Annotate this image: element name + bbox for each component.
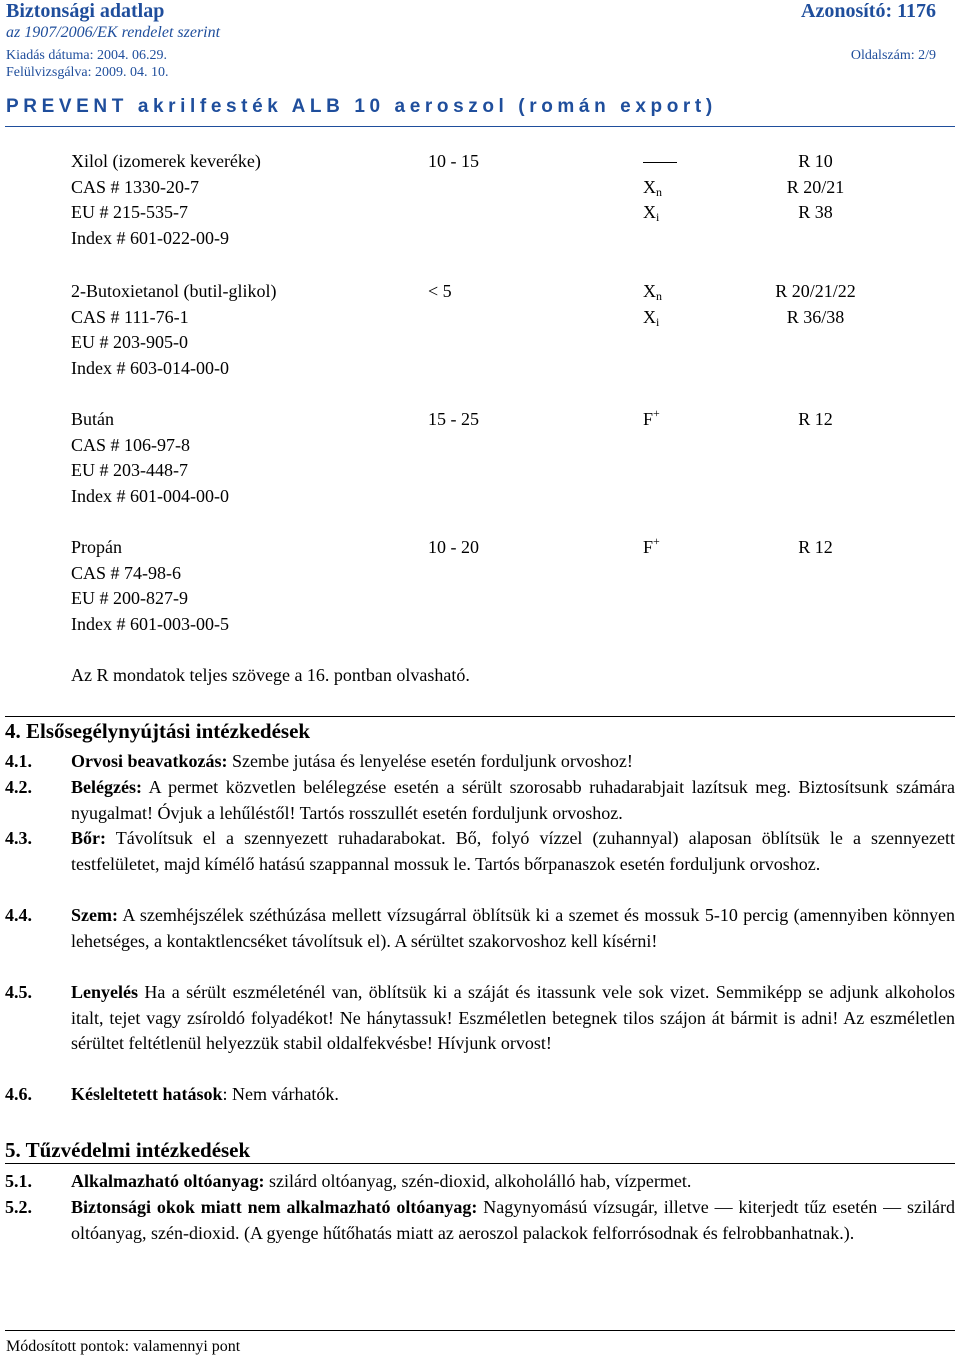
- document-title: Biztonsági adatlap: [6, 0, 165, 22]
- risk-phrase: R 12: [798, 537, 833, 557]
- hazard-symbol: [643, 279, 662, 305]
- section-4-heading: 4. Elsősegélynyújtási intézkedések: [5, 719, 311, 743]
- item-number: 5.2.: [5, 1197, 32, 1217]
- symbol-subscript: i: [656, 210, 660, 225]
- dash-mark: [643, 162, 677, 163]
- risk-phrase: R 20/21: [786, 176, 845, 197]
- risk-phrase: R 38: [798, 202, 833, 223]
- issue-date: Kiadás dátuma: 2004. 06.29.: [6, 48, 167, 63]
- component-eu: EU # 200-827-9: [71, 588, 188, 609]
- hazard-symbol: [643, 149, 677, 175]
- component-cas: CAS # 74-98-6: [71, 562, 182, 583]
- hazard-symbol: [643, 407, 660, 433]
- symbol-letter: F: [643, 409, 654, 429]
- item-text: [71, 775, 955, 826]
- item-body: Távolítsuk el a szennyezett ruhadarabokat. Bő, folyó vízzel (zuhannyal) alaposan öblítsük le a szennyezett testfelületet, majd kímélő hatású szappannal mossuk le. Tartós bőrpanaszok esetén forduljunk orvoshoz.: [71, 828, 955, 874]
- section-item: [5, 1169, 955, 1195]
- header-divider: [5, 126, 955, 127]
- page-number: Oldalszám: 2/9: [850, 48, 936, 63]
- component-name: 2-Butoxietanol (butil-glikol): [71, 281, 277, 301]
- component-name: Bután: [71, 409, 114, 429]
- component-concentration: 10 - 20: [428, 537, 479, 557]
- risk-phrase: R 10: [798, 151, 833, 171]
- symbol-subscript: n: [656, 289, 662, 303]
- component-cas: CAS # 1330-20-7: [71, 176, 200, 197]
- section-item: [5, 1082, 955, 1108]
- component-cas: CAS # 111-76-1: [71, 306, 189, 327]
- regulation-line: az 1907/2006/EK rendelet szerint: [6, 24, 221, 41]
- section-item: [5, 1195, 955, 1246]
- hazard-symbol: [643, 305, 659, 331]
- item-text: [71, 749, 955, 775]
- item-label: Késleltetett hatások: [71, 1084, 223, 1104]
- symbol-subscript: n: [656, 184, 662, 199]
- section-5-divider: [5, 1163, 955, 1164]
- item-text: [71, 1169, 955, 1195]
- symbol-letter: X: [643, 281, 656, 301]
- item-label: Orvosi beavatkozás:: [71, 751, 228, 771]
- symbol-letter: X: [643, 176, 656, 197]
- component-eu: EU # 203-905-0: [71, 332, 188, 353]
- item-number: 4.4.: [5, 905, 32, 925]
- item-text: [71, 1195, 955, 1246]
- component-concentration: 15 - 25: [428, 409, 479, 429]
- item-label: Szem:: [71, 905, 118, 925]
- component-concentration: < 5: [428, 281, 452, 301]
- item-label: Bőr:: [71, 828, 106, 848]
- item-number: 4.5.: [5, 982, 32, 1002]
- component-eu: EU # 215-535-7: [71, 202, 188, 223]
- footer-divider: [5, 1330, 955, 1331]
- hazard-symbol: [643, 200, 659, 226]
- section-5-heading: 5. Tűzvédelmi intézkedések: [5, 1138, 251, 1162]
- item-number: 4.3.: [5, 828, 32, 848]
- document-id: Azonosító: 1176: [801, 0, 936, 22]
- revision-date: Felülvizsgálva: 2009. 04. 10.: [6, 65, 169, 80]
- component-name: Propán: [71, 537, 122, 557]
- item-label: Biztonsági okok miatt nem alkalmazható oltóanyag:: [71, 1197, 478, 1217]
- hazard-symbol: [643, 535, 660, 561]
- section-4-divider: [5, 716, 955, 717]
- item-number: 5.1.: [5, 1171, 32, 1191]
- item-label: Belégzés:: [71, 777, 142, 797]
- item-text: [71, 903, 955, 954]
- symbol-superscript: +: [653, 534, 660, 548]
- component-cas: CAS # 106-97-8: [71, 434, 191, 455]
- symbol-letter: X: [643, 202, 656, 223]
- risk-phrase: R 12: [798, 409, 833, 429]
- item-body: szilárd oltóanyag, szén-dioxid, alkoholálló hab, vízpermet.: [264, 1171, 692, 1191]
- item-body: Ha a sérült eszméleténél van, öblítsük ki a száját és itassunk vele sok vizet. Semmiképp se adjunk alkoholos italt, tejet vagy zsíroldó folyadékot! Ne hánytassuk! Eszméletlen betegnek tilos szájon át bármit is adni! Az eszméletlen sérültet feltétlenül helyezzük stabil oldalfekvésbe! Hívjunk orvost!: [71, 982, 955, 1054]
- item-body: A permet közvetlen belélegzése esetén a sérült szorosabb ruhadarabjait lazítsuk meg. Biztosítsunk számára nyugalmat! Óvjuk a lehűléstől! Tartós rosszullét esetén forduljunk orvoshoz.: [71, 777, 955, 823]
- risk-phrase: R 36/38: [786, 306, 845, 327]
- component-index: Index # 603-014-00-0: [71, 357, 229, 378]
- symbol-letter: X: [643, 306, 656, 327]
- section-item: [5, 826, 955, 877]
- component-eu: EU # 203-448-7: [71, 460, 188, 481]
- item-body: A szemhéjszélek széthúzása mellett vízsugárral öblítsük ki a szemet és mossuk 5-10 percig (amennyiben könnyen lehetséges, a kontaktlencséket távolítsuk el). A sérültet szakorvoshoz kell kísérni!: [71, 905, 955, 951]
- item-number: 4.1.: [5, 751, 32, 771]
- item-text: [71, 826, 955, 877]
- item-body: Szembe jutása és lenyelése esetén forduljunk orvoshoz!: [227, 751, 633, 771]
- item-number: 4.6.: [5, 1084, 32, 1104]
- section-item: [5, 980, 955, 1057]
- item-text: [71, 980, 955, 1057]
- item-body: Nagynyomású vízsugár, illetve — kiterjedt tűz esetén — szilárd oltóanyag, szén-dioxid. (A gyenge hűtőhatás miatt az aeroszol palackok felforrósodnak és felrobbanhatnak.).: [71, 1197, 955, 1243]
- item-label: Alkalmazható oltóanyag:: [71, 1171, 265, 1191]
- item-number: 4.2.: [5, 777, 32, 797]
- symbol-subscript: i: [656, 314, 660, 329]
- section-item: [5, 749, 955, 775]
- item-text: [71, 1082, 955, 1108]
- hazard-symbol: [643, 175, 662, 201]
- section-item: [5, 903, 955, 954]
- symbol-letter: F: [643, 537, 654, 557]
- item-body: : Nem várhatók.: [222, 1084, 339, 1104]
- component-concentration: 10 - 15: [428, 151, 479, 171]
- section-item: [5, 775, 955, 826]
- symbol-superscript: +: [653, 406, 660, 420]
- risk-phrase: R 20/21/22: [775, 281, 856, 301]
- footer-text: Módosított pontok: valamennyi pont: [6, 1338, 241, 1355]
- r-phrases-note: Az R mondatok teljes szövege a 16. pontban olvasható.: [71, 665, 470, 685]
- component-index: Index # 601-003-00-5: [71, 613, 229, 634]
- item-label: Lenyelés: [71, 982, 138, 1002]
- component-index: Index # 601-004-00-0: [71, 485, 229, 506]
- component-index: Index # 601-022-00-9: [71, 227, 229, 248]
- component-name: Xilol (izomerek keveréke): [71, 151, 261, 171]
- product-name: PREVENT akrilfesték ALB 10 aeroszol (román export): [6, 96, 717, 117]
